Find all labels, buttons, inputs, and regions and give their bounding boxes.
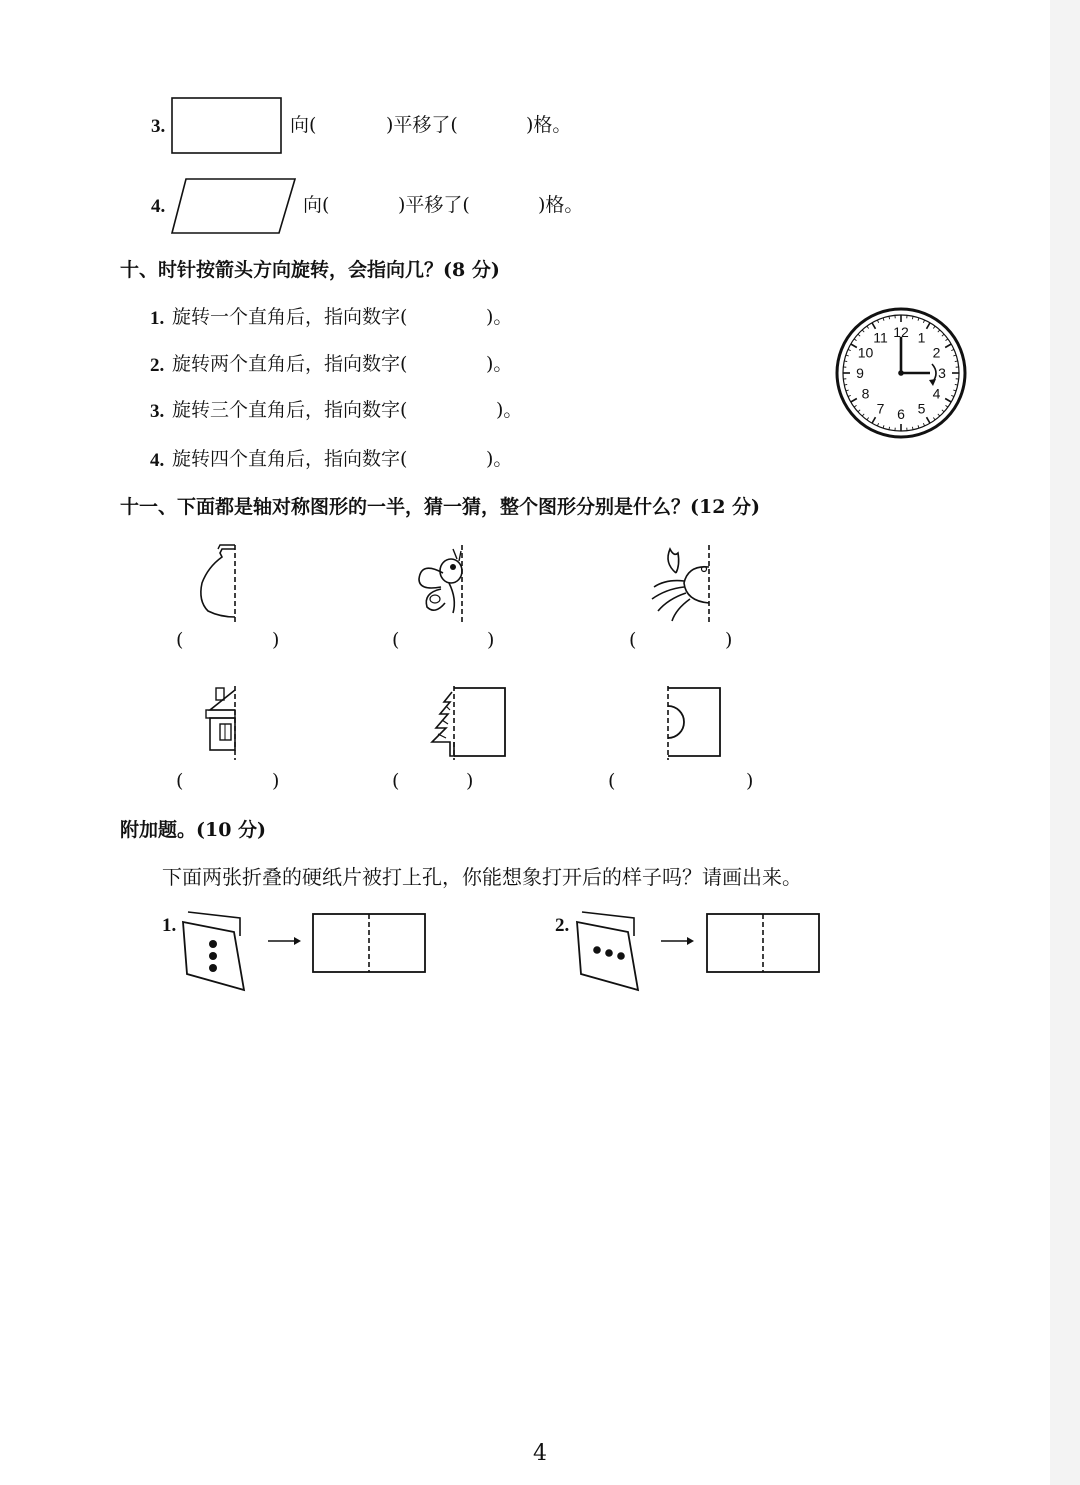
s11-fig4-close: ) xyxy=(272,770,280,792)
item-4-direction-label: 向( xyxy=(303,194,330,216)
clock-tick xyxy=(912,427,913,430)
section-10-title: 十、时针按箭头方向旋转，会指向几？(8 分) xyxy=(120,259,500,281)
bonus-1-number: 1. xyxy=(162,915,177,936)
s10-item-4-text: 旋转四个直角后，指向数字( xyxy=(172,448,408,470)
s11-fig1-open: ( xyxy=(176,629,184,651)
s10-item-3-number: 3. xyxy=(150,401,165,422)
section-11-title: 十一、下面都是轴对称图形的一半，猜一猜，整个图形分别是什么？(12 分) xyxy=(120,496,761,518)
hole-icon xyxy=(209,952,217,960)
clock-number: 4 xyxy=(932,385,941,402)
hole-icon xyxy=(209,940,217,948)
item-3-shift-label: )平移了( xyxy=(386,114,458,136)
clock-number: 11 xyxy=(873,329,888,346)
bonus-1-folded-card xyxy=(180,908,250,994)
item-3-rectangle-shape xyxy=(170,96,284,156)
s11-fig2-open: ( xyxy=(392,629,400,651)
item-4-parallelogram-shape xyxy=(170,176,298,238)
clock-tick xyxy=(955,361,958,362)
s11-fig3-close: ) xyxy=(725,629,733,651)
clock-tick xyxy=(844,384,847,385)
page-number: 4 xyxy=(533,1441,547,1466)
clock-tick xyxy=(889,427,890,430)
page-edge-shadow xyxy=(1050,0,1080,1485)
bonus-2-arrow-icon xyxy=(659,935,695,947)
clock-number: 10 xyxy=(857,344,874,361)
s11-fig2-close: ) xyxy=(487,629,495,651)
item-3-grid-label: )格。 xyxy=(526,114,572,136)
s10-item-1-number: 1. xyxy=(150,308,165,329)
s11-fig5-close: ) xyxy=(466,770,474,792)
bonus-2-number: 2. xyxy=(555,915,570,936)
hole-icon xyxy=(617,952,625,960)
clock-face xyxy=(834,306,968,440)
item-4-number: 4. xyxy=(151,196,166,217)
clock-tick xyxy=(955,384,958,385)
clock-number: 7 xyxy=(876,400,885,417)
rectangle-semicircle-half-figure xyxy=(662,684,726,764)
clock-tick xyxy=(889,316,890,319)
house-half-figure xyxy=(200,684,248,762)
clock-tick xyxy=(844,361,847,362)
s10-item-4-close: )。 xyxy=(486,448,513,470)
item-4-shift-label: )平移了( xyxy=(398,194,470,216)
s11-fig6-open: ( xyxy=(608,770,616,792)
hole-icon xyxy=(605,949,613,957)
butterfly-half-figure xyxy=(413,543,469,628)
clock-number: 1 xyxy=(917,329,926,346)
bonus-2-folded-card xyxy=(574,908,644,994)
clock-center xyxy=(898,370,904,376)
s10-item-2-number: 2. xyxy=(150,355,165,376)
bonus-1-arrow-icon xyxy=(266,935,302,947)
clock-number: 6 xyxy=(897,406,905,422)
item-3-number: 3. xyxy=(151,116,166,137)
bonus-1-answer-box xyxy=(311,912,427,974)
bonus-title: 附加题。(10 分) xyxy=(120,819,267,841)
s10-item-2-text: 旋转两个直角后，指向数字( xyxy=(172,353,408,375)
crab-half-figure xyxy=(646,543,718,628)
vase-half-figure xyxy=(190,543,246,628)
s11-fig4-open: ( xyxy=(176,770,184,792)
s11-fig1-close: ) xyxy=(272,629,280,651)
item-3-direction-label: 向( xyxy=(290,114,317,136)
hole-icon xyxy=(209,964,217,972)
s10-item-2-close: )。 xyxy=(486,353,513,375)
s10-item-4-number: 4. xyxy=(150,450,165,471)
clock-number: 2 xyxy=(932,344,941,361)
s10-item-3-close: )。 xyxy=(496,399,523,421)
hole-icon xyxy=(593,946,601,954)
s11-fig3-open: ( xyxy=(629,629,637,651)
item-4-grid-label: )格。 xyxy=(538,194,584,216)
s11-fig5-open: ( xyxy=(392,770,400,792)
s10-item-1-close: )。 xyxy=(486,306,513,328)
clock-number: 12 xyxy=(893,324,909,340)
s10-item-3-text: 旋转三个直角后，指向数字( xyxy=(172,399,408,421)
tree-half-figure xyxy=(420,684,510,764)
bonus-instruction: 下面两张折叠的硬纸片被打上孔，你能想象打开后的样子吗？请画出来。 xyxy=(162,865,802,889)
s10-item-1-text: 旋转一个直角后，指向数字( xyxy=(172,306,408,328)
clock-number: 9 xyxy=(856,365,864,381)
bonus-2-answer-box xyxy=(705,912,821,974)
clock-number: 3 xyxy=(938,365,946,381)
s11-fig6-close: ) xyxy=(746,770,754,792)
clock-tick xyxy=(912,316,913,319)
clock-number: 5 xyxy=(917,400,926,417)
clock-number: 8 xyxy=(861,385,870,402)
